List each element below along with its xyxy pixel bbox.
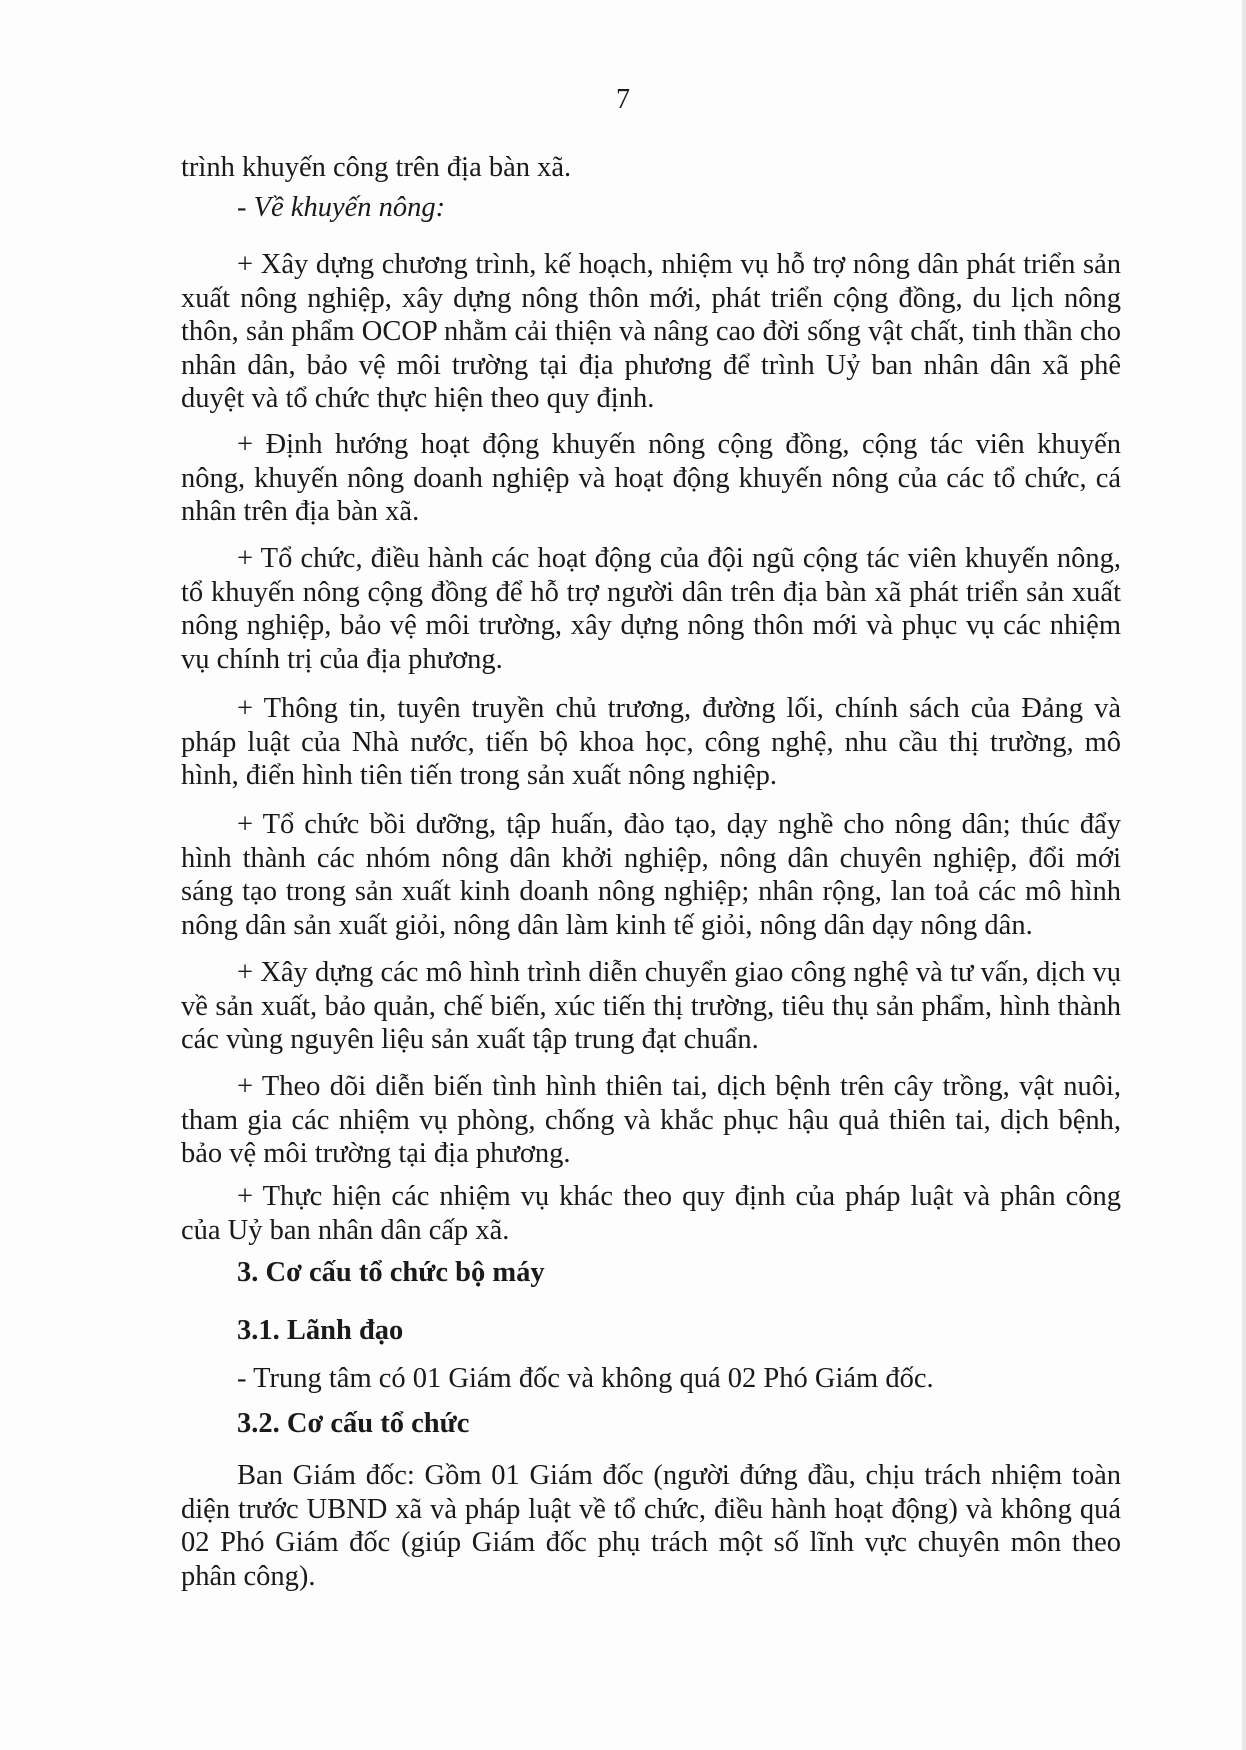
leadership-text: - Trung tâm có 01 Giám đốc và không quá 02 Phó Giám đốc.	[237, 1363, 934, 1394]
continuation-paragraph: trình khuyến công trên địa bàn xã.	[181, 152, 572, 183]
list-item: + Định hướng hoạt động khuyến nông cộng đồng, cộng tác viên khuyến nông, khuyến nông doanh nghiệp và hoạt động khuyến nông của các tổ chức, cá nhân trên địa bàn xã.	[181, 429, 1121, 527]
list-item: + Thực hiện các nhiệm vụ khác theo quy định của pháp luật và phân công của Uỷ ban nhân dân cấp xã.	[181, 1181, 1121, 1246]
list-item: + Theo dõi diễn biến tình hình thiên tai, dịch bệnh trên cây trồng, vật nuôi, tham gia các nhiệm vụ phòng, chống và khắc phục hậu quả thiên tai, dịch bệnh, bảo vệ môi trường tại địa phương.	[181, 1071, 1121, 1169]
list-item: + Thông tin, tuyên truyền chủ trương, đường lối, chính sách của Đảng và pháp luật của Nhà nước, tiến bộ khoa học, công nghệ, nhu cầu thị trường, mô hình, điển hình tiên tiến trong sản xuất nông nghiệp.	[181, 693, 1121, 791]
page-number: 7	[616, 84, 630, 115]
subsection-heading: 3.2. Cơ cấu tổ chức	[237, 1408, 470, 1439]
subsection-label-khuyen-nong: - Về khuyến nông:	[237, 192, 446, 223]
list-item: + Tổ chức bồi dưỡng, tập huấn, đào tạo, dạy nghề cho nông dân; thúc đẩy hình thành các nhóm nông dân khởi nghiệp, nông dân chuyên nghiệp, đổi mới sáng tạo trong sản xuất kinh doanh nông nghiệp; nhân rộng, lan toả các mô hình nông dân sản xuất giỏi, nông dân làm kinh tế giỏi, nông dân dạy nông dân.	[181, 809, 1121, 941]
list-item: + Xây dựng chương trình, kế hoạch, nhiệm vụ hỗ trợ nông dân phát triển sản xuất nông nghiệp, xây dựng nông thôn mới, phát triển cộng đồng, du lịch nông thôn, sản phẩm OCOP nhằm cải thiện và nâng cao đời sống vật chất, tinh thần cho nhân dân, bảo vệ môi trường tại địa phương để trình Uỷ ban nhân dân xã phê duyệt và tổ chức thực hiện theo quy định.	[181, 249, 1121, 414]
scan-edge	[1242, 0, 1246, 1750]
list-item: + Tổ chức, điều hành các hoạt động của đội ngũ cộng tác viên khuyến nông, tổ khuyến nông cộng đồng để hỗ trợ người dân trên địa bàn xã phát triển sản xuất nông nghiệp, bảo vệ môi trường, xây dựng nông thôn mới và phục vụ các nhiệm vụ chính trị của địa phương.	[181, 543, 1121, 675]
subsection-heading: 3.1. Lãnh đạo	[237, 1315, 404, 1346]
section-heading: 3. Cơ cấu tổ chức bộ máy	[237, 1257, 545, 1288]
structure-text: Ban Giám đốc: Gồm 01 Giám đốc (người đứng đầu, chịu trách nhiệm toàn diện trước UBND xã và pháp luật về tổ chức, điều hành hoạt động) và không quá 02 Phó Giám đốc (giúp Giám đốc phụ trách một số lĩnh vực chuyên môn theo phân công).	[181, 1460, 1121, 1592]
list-item: + Xây dựng các mô hình trình diễn chuyển giao công nghệ và tư vấn, dịch vụ về sản xuất, bảo quản, chế biến, xúc tiến thị trường, tiêu thụ sản phẩm, hình thành các vùng nguyên liệu sản xuất tập trung đạt chuẩn.	[181, 957, 1121, 1055]
